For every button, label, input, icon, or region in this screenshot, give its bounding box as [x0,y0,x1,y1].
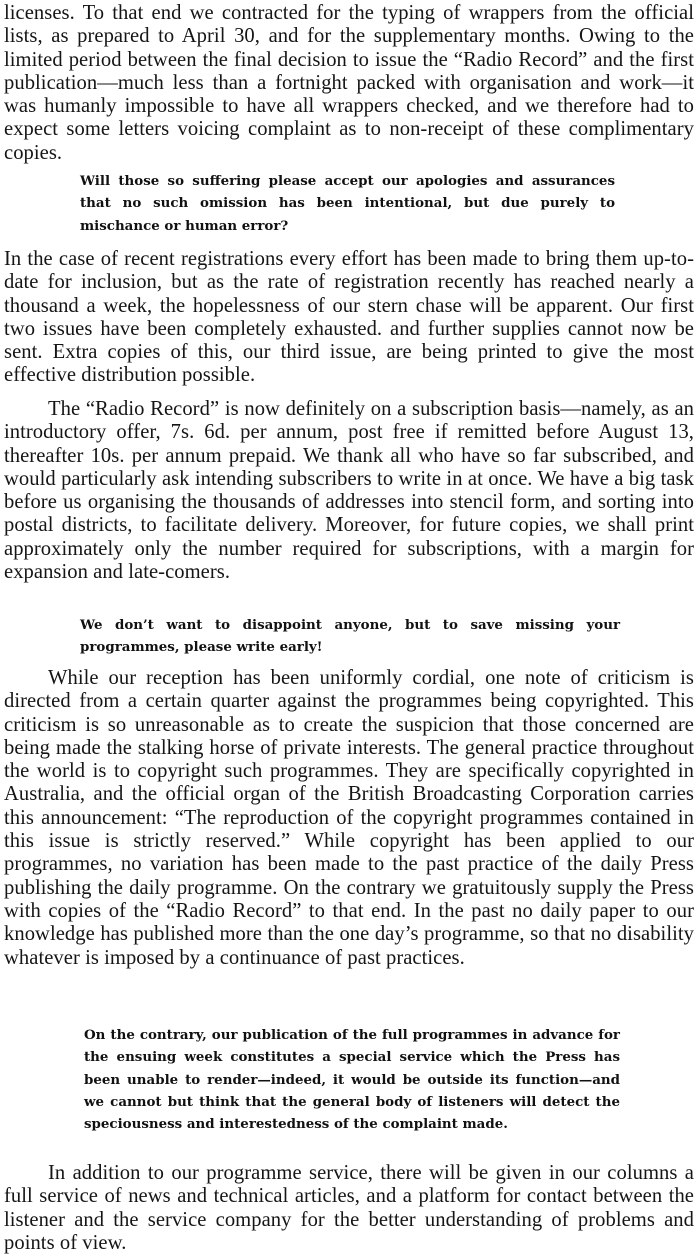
emphasis-paragraph-write-early: We don’t want to disappoint anyone, but to save missing your programmes, please write early! [80,617,620,656]
body-paragraph-licenses: licenses. To that end we contracted for the typing of wrappers from the official lists, as prepared to April 30, and for the supplementary months. Owing to the limited period between the final decision to issue the “Radio Record” and the first publication—much less than a fortnight packed with organisation and work—it was humanly impossible to have all wrappers checked, and we therefore had to expect some letters voicing complaint as to non-receipt of these complimentary copies. [4,2,694,164]
emphasis-paragraph-apologies: Will those so suffering please accept our apologies and assurances that no such omission has been intentional, but due purely to mischance or human error? [80,173,615,234]
emphasis-paragraph-contrary: On the contrary, our publication of the full programmes in advance for the ensuing week constitutes a special service which the Press has been unable to render—indeed, it would be outside its function—and we cannot but think that the general body of listeners will detect the speciousness and interestedness of the complaint made. [84,1027,620,1133]
body-paragraph-copyright: While our reception has been uniformly cordial, one note of criticism is directed from a certain quarter against the programmes being copyrighted. This criticism is so unreasonable as to create the suspicion that those concerned are being made the stalking horse of private interests. The general practice throughout the world is to copyright such programmes. They are specifically copyrighted in Australia, and the official organ of the British Broadcasting Corporation carries this announcement: “The reproduction of the copyright programmes contained in this issue is strictly reserved.” While copyright has been applied to our programmes, no variation has been made to the past practice of the daily Press publishing the daily programme. On the contrary we gratuitously supply the Press with copies of the “Radio Record” to that end. In the past no daily paper to our knowledge has published more than the one day’s programme, so that no disability whatever is imposed by a continuance of past practices. [4,667,694,969]
body-paragraph-subscription: The “Radio Record” is now definitely on a subscription basis—namely, as an introductory offer, 7s. 6d. per annum, post free if remitted before August 13, thereafter 10s. per annum prepaid. We thank all who have so far subscribed, and would particularly ask intending subscribers to write in at once. We have a big task before us organising the thousands of addresses into stencil form, and sorting into postal districts, to facilitate delivery. Moreover, for future copies, we shall print approximately only the number required for subscriptions, with a margin for expansion and late-comers. [4,398,694,584]
body-paragraph-registrations: In the case of recent registrations every effort has been made to bring them up-to-date for inclusion, but as the rate of registration recently has reached nearly a thousand a week, the hopelessness of our stern chase will be apparent. Our first two issues have been completely exhausted. and further supplies cannot now be sent. Extra copies of this, our third issue, are being printed to give the most effective distribution possible. [4,248,694,387]
body-paragraph-programme-service: In addition to our programme service, there will be given in our columns a full service of news and technical articles, and a platform for contact between the listener and the service company for the better understanding of problems and points of view. [4,1162,694,1254]
